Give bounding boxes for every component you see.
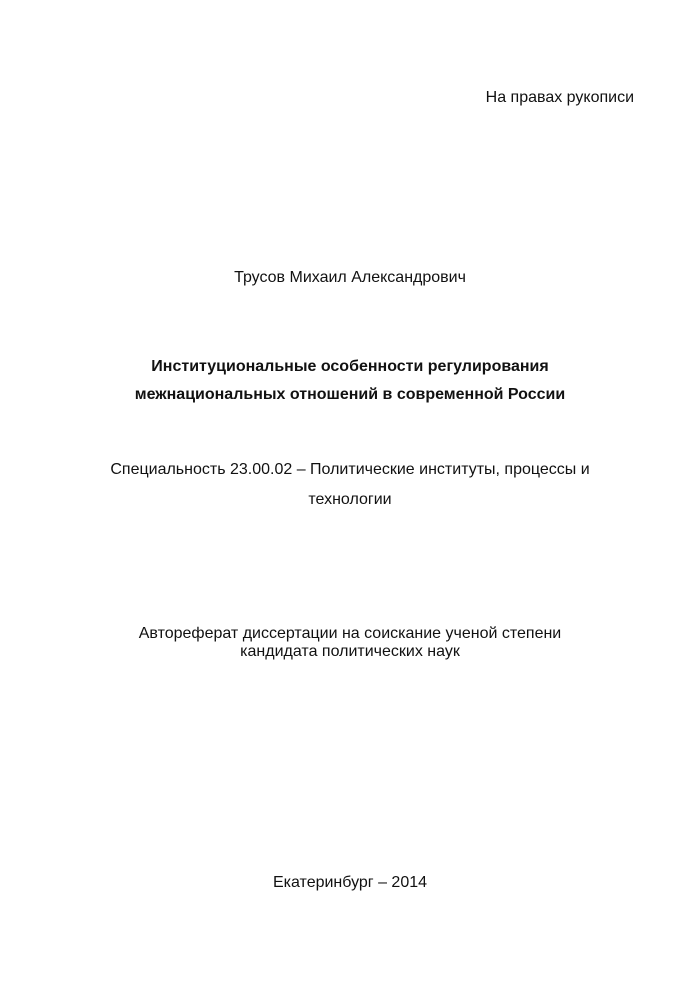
author-name: Трусов Михаил Александрович bbox=[234, 269, 466, 286]
title-line-1: Институциональные особенности регулирования bbox=[151, 358, 549, 375]
abstract-line-2: кандидата политических наук bbox=[240, 643, 460, 660]
abstract-line-1: Автореферат диссертации на соискание ученой степени bbox=[138, 625, 562, 642]
title-line-2: межнациональных отношений в современной России bbox=[134, 386, 566, 403]
specialty-line-1: Специальность 23.00.02 – Политические институты, процессы и bbox=[110, 461, 590, 478]
city-year: Екатеринбург – 2014 bbox=[272, 874, 428, 891]
rights-note: На правах рукописи bbox=[485, 89, 634, 106]
specialty-line-2: технологии bbox=[308, 491, 392, 508]
